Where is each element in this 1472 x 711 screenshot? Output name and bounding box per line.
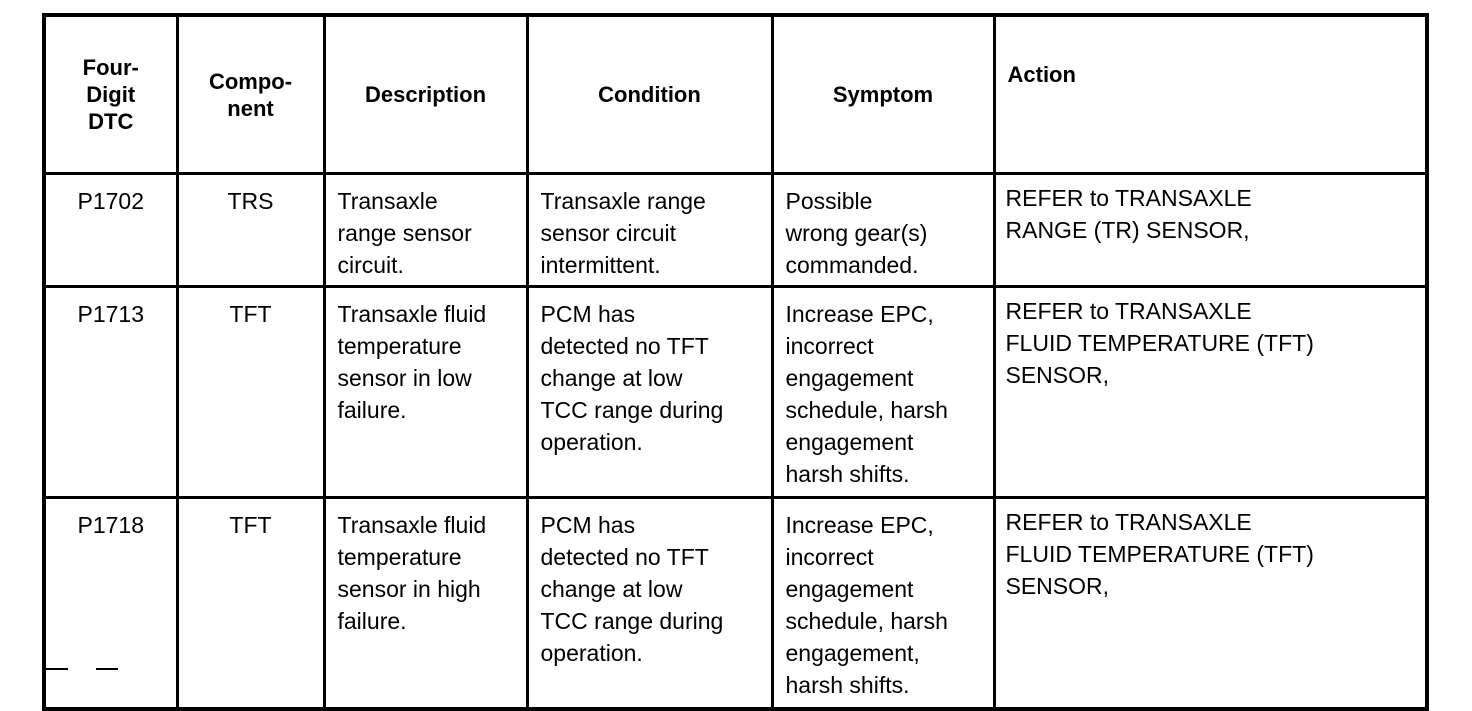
header-condition: Condition	[527, 15, 772, 174]
table-row	[44, 174, 1427, 287]
dtc-cell: P1713	[44, 287, 177, 498]
condition-cell: PCM has detected no TFT change at low TCC range during operation.	[527, 498, 772, 710]
component-cell: TRS	[177, 174, 324, 287]
condition-cell: PCM has detected no TFT change at low TCC range during operation.	[527, 287, 772, 498]
header-symptom: Symptom	[772, 15, 994, 174]
action-cell: REFER to TRANSAXLE RANGE (TR) SENSOR,	[994, 174, 1427, 287]
dtc-cell: P1718	[44, 498, 177, 710]
symptom-cell: Increase EPC, incorrect engagement schedule, harsh engagement, harsh shifts.	[772, 498, 994, 710]
header-dtc: Four- Digit DTC	[44, 15, 177, 174]
header-row	[44, 15, 1427, 174]
header-component: Compo- nent	[177, 15, 324, 174]
action-cell: REFER to TRANSAXLE FLUID TEMPERATURE (TFT) SENSOR,	[994, 287, 1427, 498]
header-action: Action	[994, 15, 1427, 174]
symptom-cell: Increase EPC, incorrect engagement schedule, harsh engagement harsh shifts.	[772, 287, 994, 498]
footer-dash	[96, 668, 118, 670]
description-cell: Transaxle range sensor circuit.	[324, 174, 527, 287]
symptom-cell: Possible wrong gear(s) commanded.	[772, 174, 994, 287]
description-cell: Transaxle fluid temperature sensor in low failure.	[324, 287, 527, 498]
table-row	[44, 498, 1427, 710]
action-cell: REFER to TRANSAXLE FLUID TEMPERATURE (TFT) SENSOR,	[994, 498, 1427, 710]
footer-dash	[46, 668, 68, 670]
dtc-cell: P1702	[44, 174, 177, 287]
dtc-table	[42, 13, 1429, 711]
component-cell: TFT	[177, 498, 324, 710]
cropped-footer-fragment	[44, 664, 124, 674]
condition-cell: Transaxle range sensor circuit intermittent.	[527, 174, 772, 287]
component-cell: TFT	[177, 287, 324, 498]
header-description: Description	[324, 15, 527, 174]
table-row	[44, 287, 1427, 498]
description-cell: Transaxle fluid temperature sensor in high failure.	[324, 498, 527, 710]
